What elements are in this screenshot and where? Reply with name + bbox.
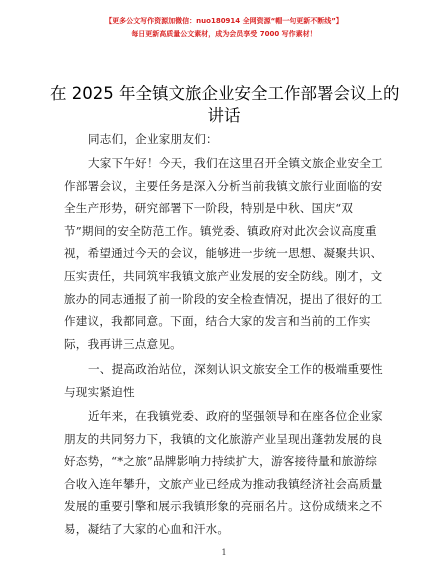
section-heading-1 [64,358,386,403]
paragraph-line: 发展的重要引擎和展示我镇形象的亮丽名片。这份成绩来之不 [64,499,383,514]
heading-line: 与现实紧迫性 [64,384,135,399]
paragraph-line: 际，我再讲三点意见。 [64,336,182,351]
page-number: 1 [221,548,227,557]
paragraph-line: 全生产形势，研究部署下一阶段，特别是中秋、国庆“双 [64,201,354,216]
promo-banner-line-2: 每日更新高质量公文素材，成为会员享受 7000 写作素材！ [131,30,317,38]
paragraph-opening [64,152,386,355]
paragraph-line: 作部署会议，主要任务是深入分析当前我镇文旅行业面临的安 [64,178,383,193]
paragraph-line: 合收入连年攀升，文旅产业已经成为推动我镇经济社会高质量 [64,476,383,491]
document-title [50,83,398,127]
salutation [64,128,386,151]
paragraph-line: 大家下午好！今天，我们在这里召开全镇文旅企业安全工 [88,156,383,170]
paragraph-line: 压实责任，共同筑牢我镇文旅产业发展的安全防线。刚才，文 [64,268,383,283]
paragraph-line: 旅办的同志通报了前一阶段的安全检查情况，提出了很好的工 [64,291,383,306]
paragraph-line: 视，希望通过今天的会议，能够进一步统一思想、凝聚共识、 [64,246,383,261]
salutation-text: 同志们，企业家朋友们： [88,132,218,146]
promo-banner-line-1: 【更多公文写作资源加微信：nuo180914 全网资源“帽一句更新不断线”】 [105,17,343,25]
paragraph-line: 作建议，我都同意。下面，结合大家的发言和当前的工作实 [64,314,371,329]
paragraph-line: 近年来，在我镇党委、政府的坚强领导和在座各位企业家 [88,409,383,423]
heading-line: 一、提高政治站位，深刻认识文旅安全工作的极端重要性 [88,362,383,376]
paragraph-achievements [64,405,386,541]
paragraph-line: 好态势，“*之旅”品牌影响力持续扩大，游客接待量和旅游综 [64,454,378,469]
title-line: 在 2025 年全镇文旅企业安全工作部署会议上的 [50,84,400,103]
paragraph-line: 节”期间的安全防范工作。镇党委、镇政府对此次会议高度重 [64,223,377,238]
paragraph-line: 朋友的共同努力下，我镇的文化旅游产业呈现出蓬勃发展的良 [64,431,383,446]
title-line: 讲话 [207,106,241,125]
paragraph-line: 易，凝结了大家的心血和汗水。 [64,521,230,536]
